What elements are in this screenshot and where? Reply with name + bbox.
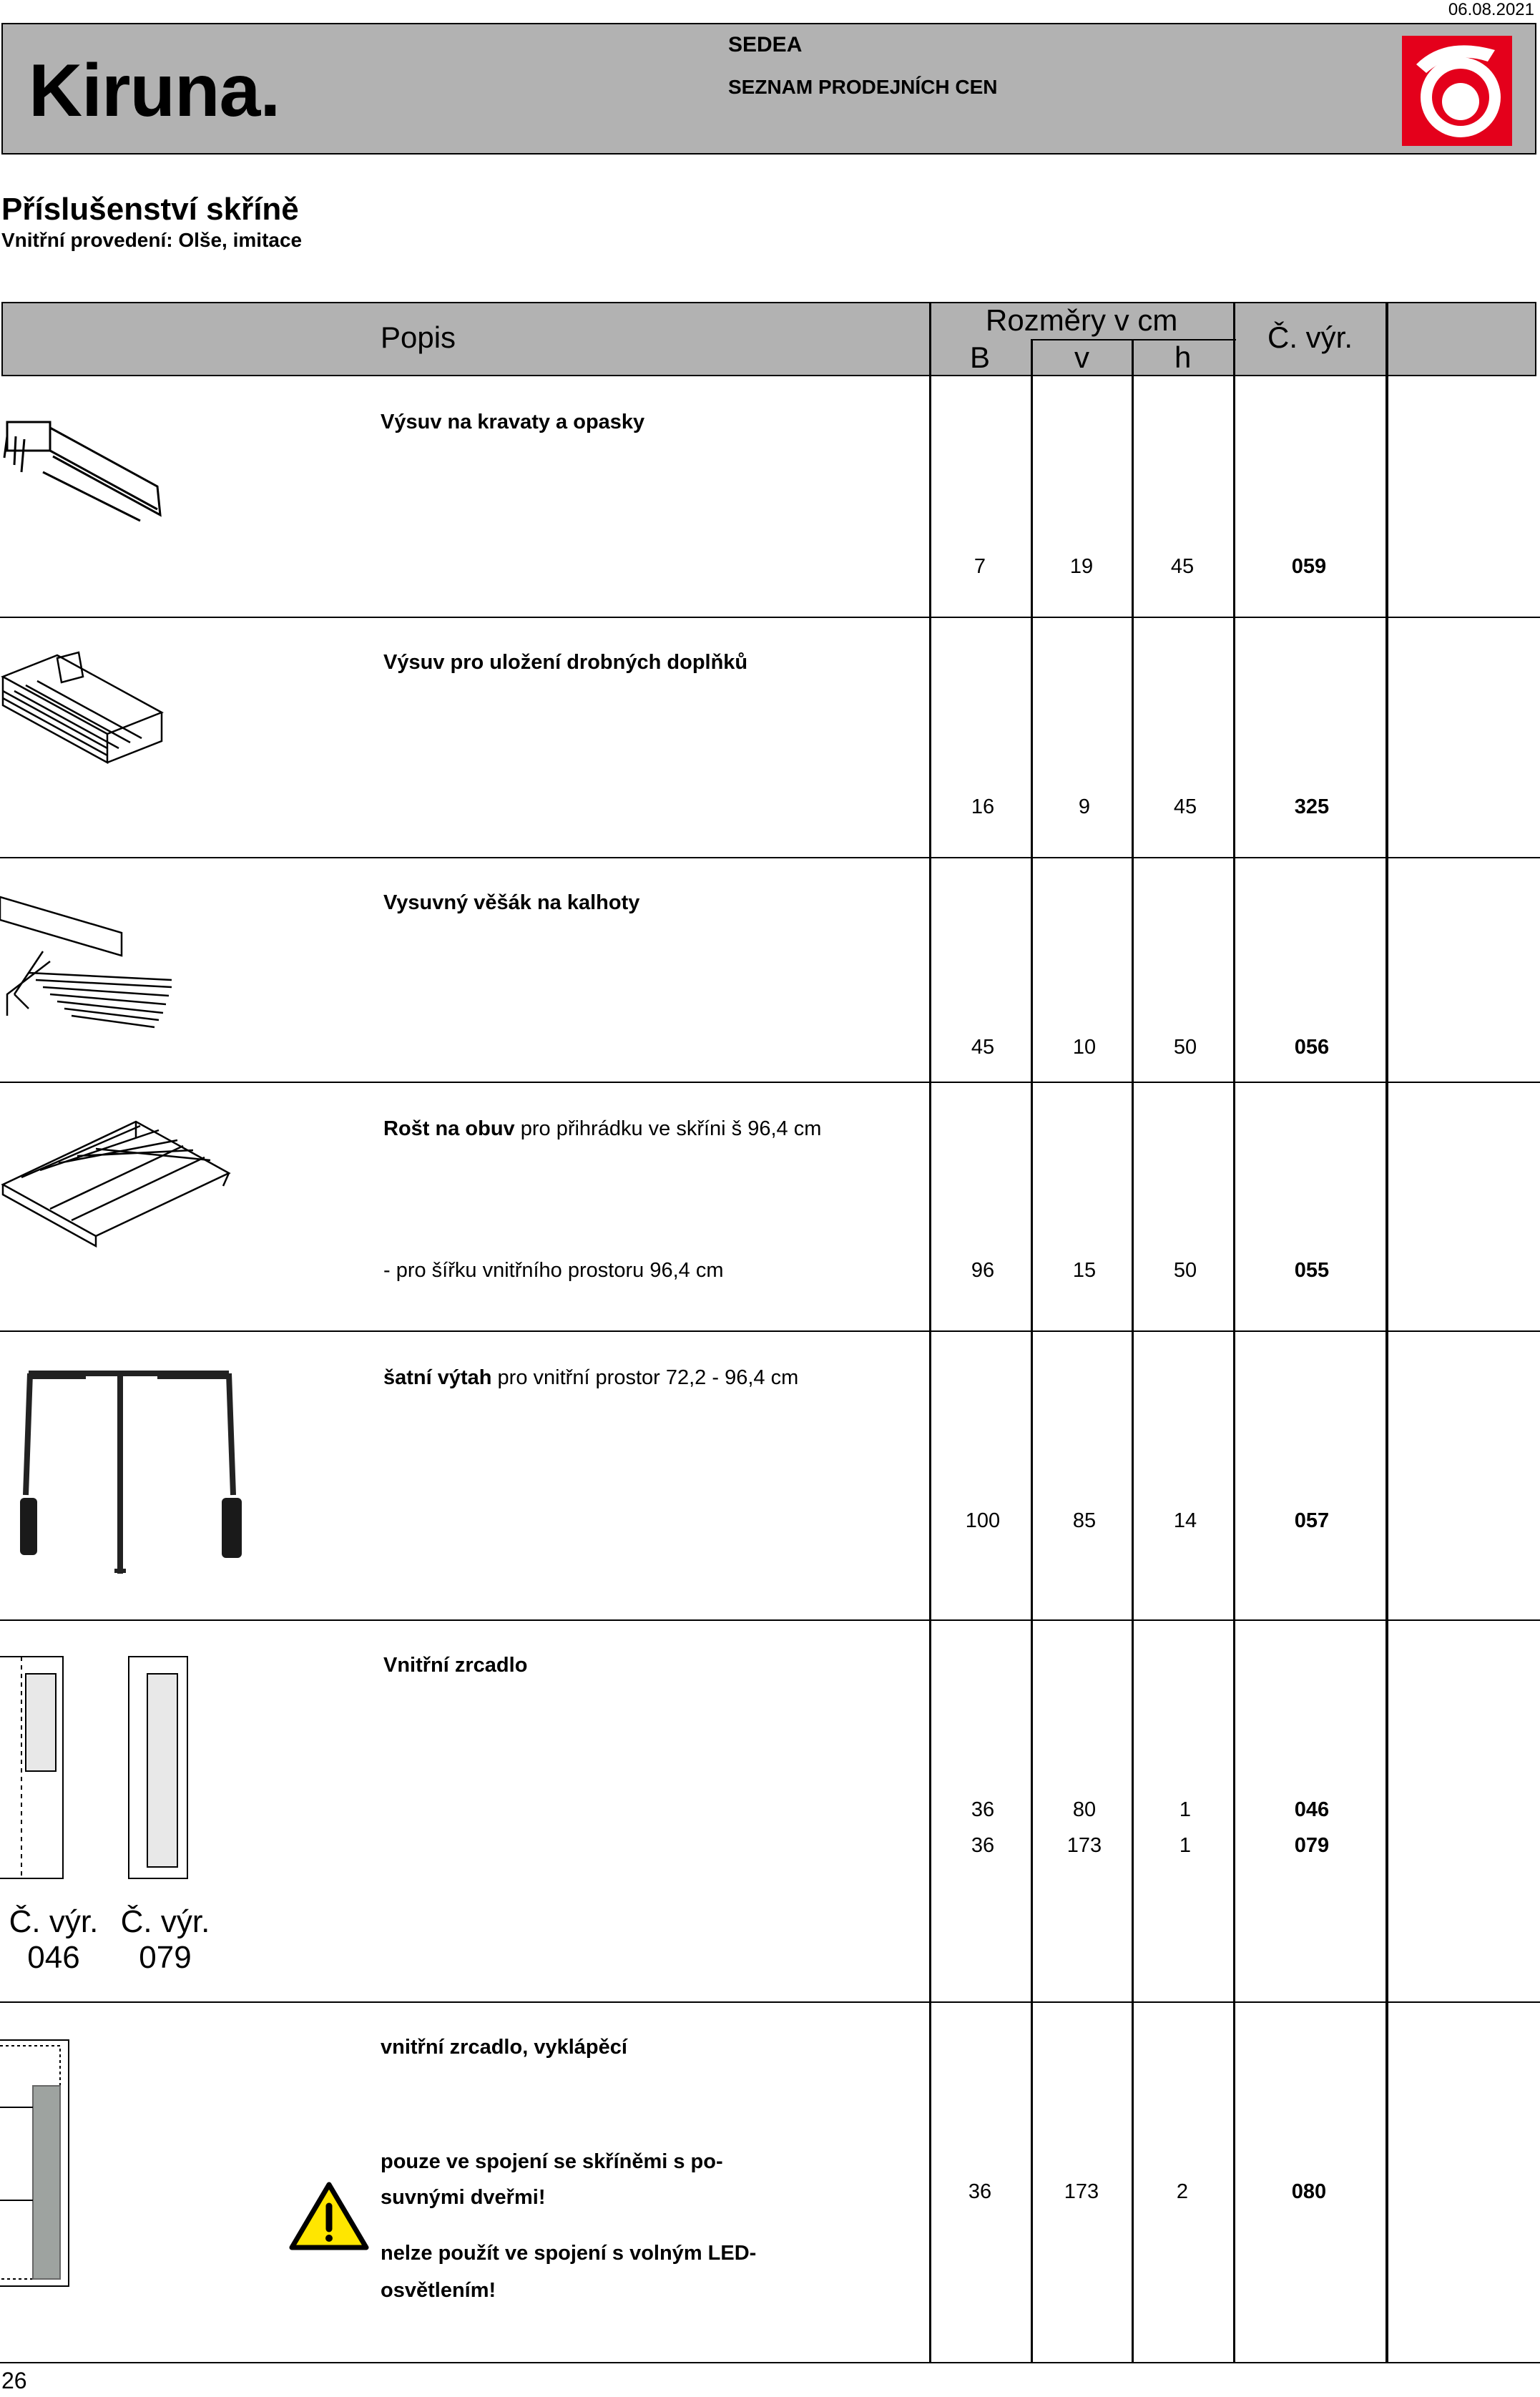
row-7-b: 36: [968, 2180, 992, 2203]
row-2-title: Výsuv pro uložení drobných doplňků: [383, 651, 748, 674]
header-cvyr: Č. výr.: [1267, 320, 1353, 354]
row-5-h: 14: [1173, 1509, 1197, 1532]
print-date: 06.08.2021: [1448, 0, 1534, 19]
row-1-title: Výsuv na kravaty a opasky: [381, 411, 645, 433]
row-2-v: 9: [1078, 795, 1091, 818]
row-6-title: Vnitřní zrcadlo: [383, 1654, 528, 1677]
row-7-title: vnitřní zrcadlo, vyklápěcí: [381, 2036, 627, 2059]
row-2-h: 45: [1173, 795, 1197, 818]
warning-triangle-icon: [289, 2182, 369, 2254]
row-4-title-rest: pro přihrádku ve skříni š 96,4 cm: [514, 1117, 822, 1140]
row-7-warning-1b: suvnými dveřmi!: [381, 2186, 546, 2209]
row-3-h: 50: [1173, 1036, 1197, 1059]
row-divider: [0, 617, 1540, 618]
row-6a-b: 36: [971, 1798, 995, 1821]
row-6b-v: 173: [1066, 1834, 1102, 1857]
row-divider: [0, 2001, 1540, 2003]
row-divider: [0, 1082, 1540, 1083]
header-b: B: [970, 340, 991, 374]
row-7-warning-2a: nelze použít ve spojení s volným LED-: [381, 2242, 757, 2265]
row-1-h: 45: [1170, 555, 1195, 578]
row-divider: [0, 1330, 1540, 1332]
document-type: SEZNAM PRODEJNÍCH CEN: [728, 76, 998, 98]
mirror-caption-2-code: 079: [139, 1940, 192, 1975]
mirror-caption-1-label: Č. výr.: [9, 1904, 99, 1939]
column-divider: [1385, 302, 1388, 2363]
row-4-b: 96: [971, 1259, 995, 1282]
column-divider: [1031, 339, 1033, 2363]
row-2-code: 325: [1294, 795, 1330, 818]
row-6a-code: 046: [1294, 1798, 1330, 1821]
column-divider: [929, 302, 931, 2363]
row-6a-h: 1: [1179, 1798, 1192, 1821]
row-3-code: 056: [1294, 1036, 1330, 1059]
wardrobe-lift-image: [14, 1366, 243, 1584]
row-1-code: 059: [1291, 555, 1327, 578]
row-6b-h: 1: [1179, 1834, 1192, 1857]
row-divider: [0, 857, 1540, 858]
row-7-h: 2: [1176, 2180, 1189, 2203]
row-2-b: 16: [971, 795, 995, 818]
logo-mark: [1402, 36, 1512, 146]
row-6b-b: 36: [971, 1834, 995, 1857]
header-subdivider: [1031, 339, 1236, 340]
mirror-caption-1-code: 046: [27, 1940, 80, 1975]
trouser-rack-image: [0, 887, 186, 1034]
mirror-image: [0, 1652, 200, 1892]
row-1-b: 7: [973, 555, 986, 578]
column-divider: [1132, 339, 1134, 2363]
page-number: 26: [1, 2368, 27, 2393]
folding-mirror-image: [0, 2036, 79, 2297]
header-rozmery: Rozměry v cm: [986, 303, 1178, 337]
row-4-h: 50: [1173, 1259, 1197, 1282]
row-7-v: 173: [1064, 2180, 1099, 2203]
company-name: SEDEA: [728, 33, 803, 57]
header-h: h: [1174, 340, 1192, 374]
section-title: Příslušenství skříně: [1, 192, 299, 227]
column-divider: [1233, 302, 1235, 2363]
row-7-warning-1a: pouze ve spojení se skříněmi s po-: [381, 2150, 723, 2173]
row-3-b: 45: [971, 1036, 995, 1059]
row-divider: [0, 2362, 1540, 2363]
tie-rack-image: [0, 408, 172, 547]
mirror-caption-2-label: Č. výr.: [120, 1904, 210, 1939]
row-4-v: 15: [1072, 1259, 1097, 1282]
row-4-note: - pro šířku vnitřního prostoru 96,4 cm: [383, 1259, 724, 1282]
row-3-v: 10: [1072, 1036, 1097, 1059]
row-5-title: šatní výtah: [383, 1366, 492, 1389]
row-7-code: 080: [1291, 2180, 1327, 2203]
header-v: v: [1074, 340, 1089, 374]
row-6a-v: 80: [1072, 1798, 1097, 1821]
row-5-b: 100: [965, 1509, 1001, 1532]
shoe-rack-image: [0, 1116, 236, 1255]
row-5-code: 057: [1294, 1509, 1330, 1532]
row-7-warning-2b: osvětlením!: [381, 2279, 496, 2302]
row-1-v: 19: [1069, 555, 1094, 578]
row-5-title-rest: pro vnitřní prostor 72,2 - 96,4 cm: [491, 1366, 799, 1389]
row-4-title: Rošt na obuv: [383, 1117, 515, 1140]
accessory-pullout-image: [0, 648, 172, 780]
row-4-code: 055: [1294, 1259, 1330, 1282]
header-popis: Popis: [381, 320, 456, 354]
section-subtitle: Vnitřní provedení: Olše, imitace: [1, 229, 303, 251]
brand-title: Kiruna.: [29, 49, 280, 132]
row-5-v: 85: [1072, 1509, 1097, 1532]
row-6b-code: 079: [1294, 1834, 1330, 1857]
row-divider: [0, 1619, 1540, 1621]
row-3-title: Vysuvný věšák na kalhoty: [383, 891, 640, 914]
